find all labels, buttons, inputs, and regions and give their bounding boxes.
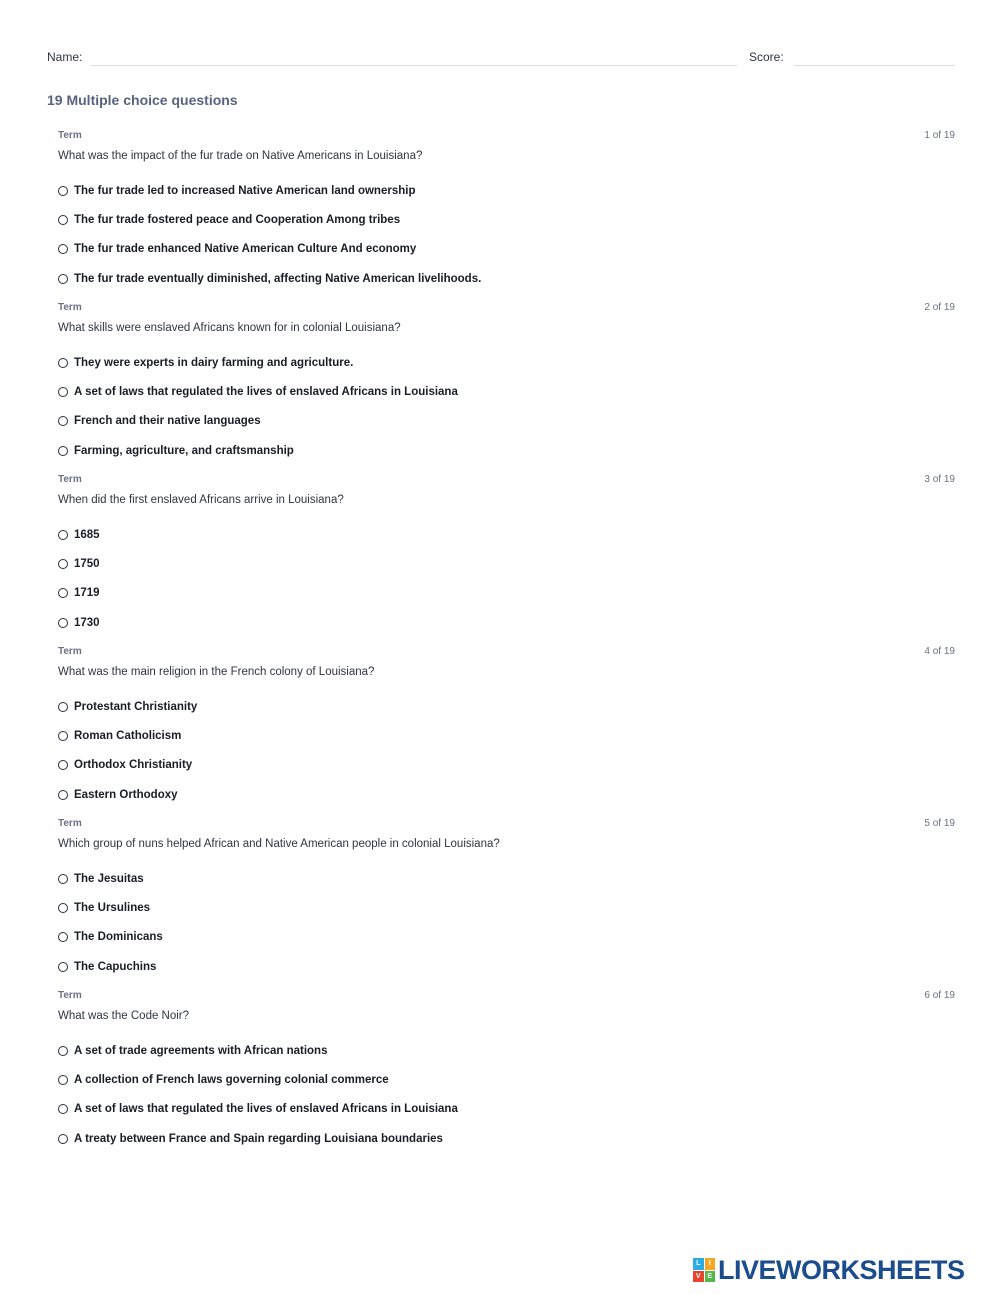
radio-button[interactable] bbox=[58, 358, 68, 368]
radio-button[interactable] bbox=[58, 559, 68, 569]
logo-text: LIVEWORKSHEETS bbox=[718, 1254, 965, 1285]
radio-button[interactable] bbox=[58, 1046, 68, 1056]
question-list bbox=[58, 128, 955, 1160]
logo-letter: I bbox=[705, 1258, 716, 1270]
option-label: Protestant Christianity bbox=[74, 700, 198, 713]
liveworksheets-logo bbox=[693, 1254, 965, 1285]
option-label: French and their native languages bbox=[74, 415, 261, 428]
answer-option[interactable] bbox=[58, 264, 481, 293]
option-label: Orthodox Christianity bbox=[74, 759, 193, 772]
radio-button[interactable] bbox=[58, 874, 68, 884]
option-label: They were experts in dairy farming and agriculture. bbox=[74, 356, 354, 369]
option-label: A treaty between France and Spain regarding Louisiana boundaries bbox=[74, 1132, 443, 1145]
option-list bbox=[58, 176, 481, 294]
radio-button[interactable] bbox=[58, 790, 68, 800]
answer-option[interactable] bbox=[58, 235, 481, 264]
name-label: Name: bbox=[47, 50, 83, 64]
logo-letter: L bbox=[693, 1258, 704, 1270]
term-label: Term bbox=[58, 302, 82, 313]
option-list bbox=[58, 348, 458, 466]
option-label: The fur trade eventually diminished, affecting Native American livelihoods. bbox=[74, 272, 482, 285]
score-label: Score: bbox=[749, 50, 784, 64]
answer-option[interactable] bbox=[58, 520, 100, 549]
radio-button[interactable] bbox=[58, 588, 68, 598]
radio-button[interactable] bbox=[58, 962, 68, 972]
radio-button[interactable] bbox=[58, 1075, 68, 1085]
option-label: The Dominicans bbox=[74, 931, 163, 944]
option-label: 1730 bbox=[74, 616, 100, 629]
question-counter: 2 of 19 bbox=[924, 302, 955, 313]
option-list bbox=[58, 1036, 458, 1154]
radio-button[interactable] bbox=[58, 932, 68, 942]
question bbox=[58, 816, 955, 988]
question-counter: 4 of 19 bbox=[924, 646, 955, 657]
term-label: Term bbox=[58, 130, 82, 141]
radio-button[interactable] bbox=[58, 530, 68, 540]
question-prompt: Which group of nuns helped African and Native American people in colonial Louisiana? bbox=[58, 838, 500, 850]
answer-option[interactable] bbox=[58, 1036, 458, 1065]
option-label: The Jesuitas bbox=[74, 872, 144, 885]
option-label: Roman Catholicism bbox=[74, 730, 182, 743]
logo-letter: V bbox=[693, 1271, 704, 1283]
option-label: A set of trade agreements with African nations bbox=[74, 1044, 328, 1057]
question bbox=[58, 472, 955, 644]
radio-button[interactable] bbox=[58, 1134, 68, 1144]
answer-option[interactable] bbox=[58, 407, 458, 436]
answer-option[interactable] bbox=[58, 608, 100, 637]
answer-option[interactable] bbox=[58, 1124, 458, 1153]
question-prompt: What was the impact of the fur trade on Native Americans in Louisiana? bbox=[58, 150, 423, 162]
radio-button[interactable] bbox=[58, 731, 68, 741]
answer-option[interactable] bbox=[58, 205, 481, 234]
option-label: Eastern Orthodoxy bbox=[74, 788, 178, 801]
question bbox=[58, 300, 955, 472]
radio-button[interactable] bbox=[58, 446, 68, 456]
option-label: A set of laws that regulated the lives of enslaved Africans in Louisiana bbox=[74, 1103, 458, 1116]
option-label: 1685 bbox=[74, 528, 100, 541]
question-prompt: What was the main religion in the French colony of Louisiana? bbox=[58, 666, 375, 678]
radio-button[interactable] bbox=[58, 903, 68, 913]
header bbox=[47, 47, 955, 67]
logo-icon bbox=[693, 1258, 715, 1282]
radio-button[interactable] bbox=[58, 387, 68, 397]
answer-option[interactable] bbox=[58, 1065, 458, 1094]
radio-button[interactable] bbox=[58, 215, 68, 225]
question-counter: 3 of 19 bbox=[924, 474, 955, 485]
question-counter: 1 of 19 bbox=[924, 130, 955, 141]
answer-option[interactable] bbox=[58, 1095, 458, 1124]
option-label: Farming, agriculture, and craftsmanship bbox=[74, 444, 294, 457]
answer-option[interactable] bbox=[58, 952, 163, 981]
radio-button[interactable] bbox=[58, 274, 68, 284]
term-label: Term bbox=[58, 646, 82, 657]
answer-option[interactable] bbox=[58, 751, 197, 780]
term-label: Term bbox=[58, 990, 82, 1001]
answer-option[interactable] bbox=[58, 436, 458, 465]
answer-option[interactable] bbox=[58, 549, 100, 578]
answer-option[interactable] bbox=[58, 377, 458, 406]
option-label: 1719 bbox=[74, 587, 100, 600]
question-prompt: When did the first enslaved Africans arrive in Louisiana? bbox=[58, 494, 344, 506]
radio-button[interactable] bbox=[58, 416, 68, 426]
option-label: The fur trade fostered peace and Cooperation Among tribes bbox=[74, 214, 401, 227]
answer-option[interactable] bbox=[58, 176, 481, 205]
answer-option[interactable] bbox=[58, 893, 163, 922]
answer-option[interactable] bbox=[58, 923, 163, 952]
option-label: The fur trade enhanced Native American Culture And economy bbox=[74, 243, 417, 256]
answer-option[interactable] bbox=[58, 721, 197, 750]
logo-letter: E bbox=[705, 1271, 716, 1283]
name-field[interactable] bbox=[91, 65, 737, 66]
section-title: 19 Multiple choice questions bbox=[47, 92, 238, 108]
radio-button[interactable] bbox=[58, 1104, 68, 1114]
answer-option[interactable] bbox=[58, 780, 197, 809]
option-label: The Ursulines bbox=[74, 902, 151, 915]
option-label: The fur trade led to increased Native American land ownership bbox=[74, 184, 416, 197]
answer-option[interactable] bbox=[58, 579, 100, 608]
question bbox=[58, 988, 955, 1160]
question-counter: 5 of 19 bbox=[924, 818, 955, 829]
term-label: Term bbox=[58, 474, 82, 485]
option-list bbox=[58, 692, 197, 810]
question-prompt: What was the Code Noir? bbox=[58, 1010, 190, 1022]
question-prompt: What skills were enslaved Africans known for in colonial Louisiana? bbox=[58, 322, 401, 334]
radio-button[interactable] bbox=[58, 760, 68, 770]
radio-button[interactable] bbox=[58, 702, 68, 712]
answer-option[interactable] bbox=[58, 692, 197, 721]
radio-button[interactable] bbox=[58, 618, 68, 628]
question bbox=[58, 128, 955, 300]
option-list bbox=[58, 864, 163, 982]
option-label: A collection of French laws governing colonial commerce bbox=[74, 1074, 389, 1087]
option-label: 1750 bbox=[74, 558, 100, 571]
term-label: Term bbox=[58, 818, 82, 829]
score-field[interactable] bbox=[794, 65, 955, 66]
answer-option[interactable] bbox=[58, 348, 458, 377]
answer-option[interactable] bbox=[58, 864, 163, 893]
option-label: A set of laws that regulated the lives of enslaved Africans in Louisiana bbox=[74, 386, 458, 399]
option-list bbox=[58, 520, 100, 638]
option-label: The Capuchins bbox=[74, 960, 157, 973]
radio-button[interactable] bbox=[58, 244, 68, 254]
radio-button[interactable] bbox=[58, 186, 68, 196]
question-counter: 6 of 19 bbox=[924, 990, 955, 1001]
question bbox=[58, 644, 955, 816]
